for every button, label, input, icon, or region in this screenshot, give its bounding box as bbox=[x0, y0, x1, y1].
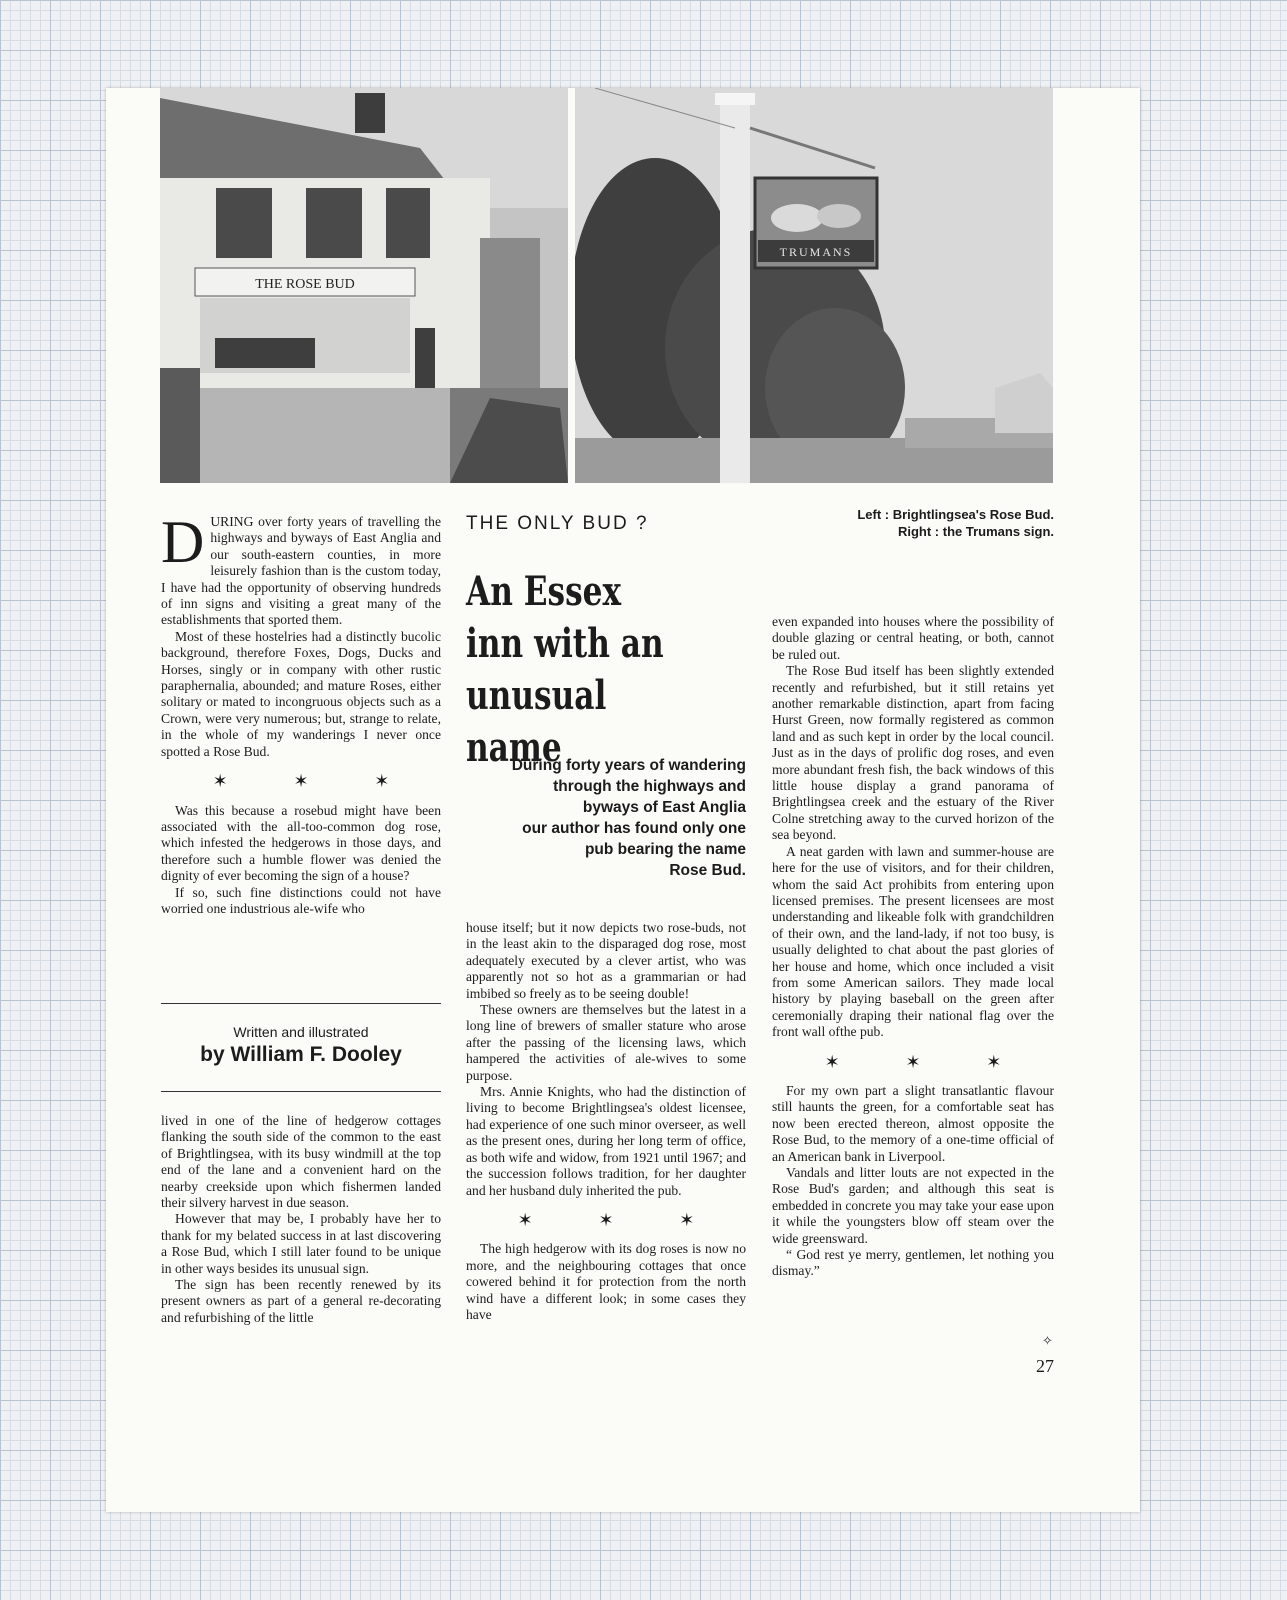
column-3 bbox=[772, 614, 1054, 1280]
byline-rule-bottom bbox=[161, 1091, 441, 1092]
paragraph-14: A neat garden with lawn and summer-house are here for the use of visitors, and for their children, whom the said Act prohibits from entering upon licensed premises. The present licensees are most understanding and likeable folk with grandchildren of their own, and the land-lady, if not too busy, is usually delighted to chat about the past glories of her house and home, which once included a visit from some American sailors. They made local history by playing baseball on the green after ceremonially draping their national flag over the front wall ofthe pub. bbox=[772, 843, 1054, 1040]
byline-name: by William F. Dooley bbox=[200, 1043, 402, 1066]
inn-sign-text: THE ROSE BUD bbox=[255, 277, 355, 292]
caption-line-1: Left : Brightlingsea's Rose Bud. bbox=[857, 507, 1054, 522]
section-break: ✶ ✶ ✶ bbox=[517, 1209, 725, 1231]
drop-cap: D bbox=[161, 509, 205, 575]
article-kicker: THE ONLY BUD ? bbox=[466, 513, 649, 534]
end-mark-icon: ✧ bbox=[1042, 1334, 1053, 1349]
paragraph-2: Most of these hostelries had a distinctly bucolic background, therefore Foxes, Dogs, Ducks and Horses, singly or in company with other rustic paraphernalia, abounded; and mature Roses, either solitary or mated to incongruous objects such as a Crown, were very numerous; but, strange to relate, in the whole of my wanderings I never once spotted a Rose Bud. bbox=[161, 628, 441, 759]
paragraph-12: even expanded into houses where the possibility of double glazing or central heating, or both, cannot be ruled out. bbox=[772, 614, 1054, 662]
paragraph-10: Mrs. Annie Knights, who had the distinction of living to become Brightlingsea's oldest licensee, had experience of one such minor overseer, as well as the present ones, during her long term of office, as both wife and widow, from 1921 until 1967; and the succession follows tradition, for her daughter and her husband duly inherited the pub. bbox=[466, 1084, 746, 1198]
section-break: ✶ ✶ ✶ bbox=[212, 771, 420, 793]
paragraph-11: The high hedgerow with its dog roses is now no more, and the neighbouring cottages that once cowered behind it for protection from the north wind have a different look; in some cases they have bbox=[466, 1241, 746, 1322]
paragraph-15: For my own part a slight transatlantic flavour still haunts the green, for a comfortable seat has now been erected thereon, almost opposite the Rose Bud, to the memory of a one-time official of an American bank in Liverpool. bbox=[772, 1082, 1054, 1164]
column-1-bottom bbox=[161, 1113, 441, 1326]
column-2 bbox=[466, 920, 746, 1323]
caption-line-2: Right : the Trumans sign. bbox=[897, 524, 1054, 539]
paragraph-8: house itself; but it now depicts two rose-buds, not in the least akin to the disparaged dog rose, most adequately executed by a clever artist, who was apparently not so hot as a grammarian or had imbibed so freely as to be seeing double! bbox=[466, 920, 746, 1001]
paragraph-4: If so, such fine distinctions could not have worried one industrious ale-wife who bbox=[161, 884, 441, 916]
paragraph-6: However that may be, I probably have her to thank for my belated success in at last discovering a Rose Bud, which I still later found to be unique in other ways besides its unusual sign. bbox=[161, 1211, 441, 1276]
page-number: 27 bbox=[1036, 1356, 1054, 1376]
photo-trumans-sign bbox=[575, 88, 1053, 483]
trumans-sign-text: TRUMANS bbox=[779, 245, 853, 259]
article-standfirst: During forty years of wandering through the highways and byways of East Anglia our author has found only one pub bearing the name Rose Bud. bbox=[511, 757, 746, 879]
byline-label: Written and illustrated bbox=[233, 1024, 369, 1040]
section-break: ✶ ✶ ✶ bbox=[824, 1051, 1032, 1073]
article-headline: An Essex inn with an unusual name bbox=[466, 568, 664, 771]
paragraph-9: These owners are themselves but the latest in a long line of brewers of smaller stature who arose after the passing of the licensing laws, which hampered the activities of ale-wives to some purpose. bbox=[466, 1002, 746, 1083]
paragraph-13: The Rose Bud itself has been slightly extended recently and refurbished, but it still retains yet another remarkable distinction, apart from facing Hurst Green, now formally registered as common land and as such kept in order by the local council. Just as in the days of prolific dog roses, and even more abundant fresh fish, the back windows of this little house display a grand panorama of Brightlingsea creek and the estuary of the River Colne stretching away to the curved horizon of the sea beyond. bbox=[772, 663, 1054, 843]
photo-caption bbox=[857, 506, 1054, 540]
paragraph-1: DURING over forty years of travelling the highways and byways of East Anglia and our south-eastern counties, in more leisurely fashion than is the custom today, I have had the opportunity of observing hundreds of inn signs and visiting a great many of the establishments that sported them. bbox=[161, 509, 441, 628]
column-1-top bbox=[161, 509, 441, 917]
paragraph-7: The sign has been recently renewed by its present owners as part of a general re-decorating and refurbishing of the little bbox=[161, 1277, 441, 1325]
byline-rule-top bbox=[161, 1003, 441, 1004]
paragraph-16: Vandals and litter louts are not expected in the Rose Bud's garden; and although this seat is embedded in concrete you may take your ease upon it while the youngsters blow off steam over the wide greensward. bbox=[772, 1165, 1054, 1246]
magazine-page bbox=[106, 88, 1140, 1512]
paragraph-17: “ God rest ye merry, gentlemen, let nothing you dismay.” bbox=[772, 1247, 1054, 1279]
paragraph-5: lived in one of the line of hedgerow cottages flanking the south side of the common to the east of Brightlingsea, with its busy windmill at the top end of the lane and a convenient hard on the nearby creekside upon which fishermen landed their silvery harvest in due season. bbox=[161, 1113, 441, 1211]
photo-rose-bud-inn bbox=[160, 88, 568, 483]
paragraph-3: Was this because a rosebud might have been associated with the all-too-common dog rose, which infested the hedgerows in those days, and therefore such a humble flower was denied the dignity of ever becoming the sign of a house? bbox=[161, 802, 441, 884]
